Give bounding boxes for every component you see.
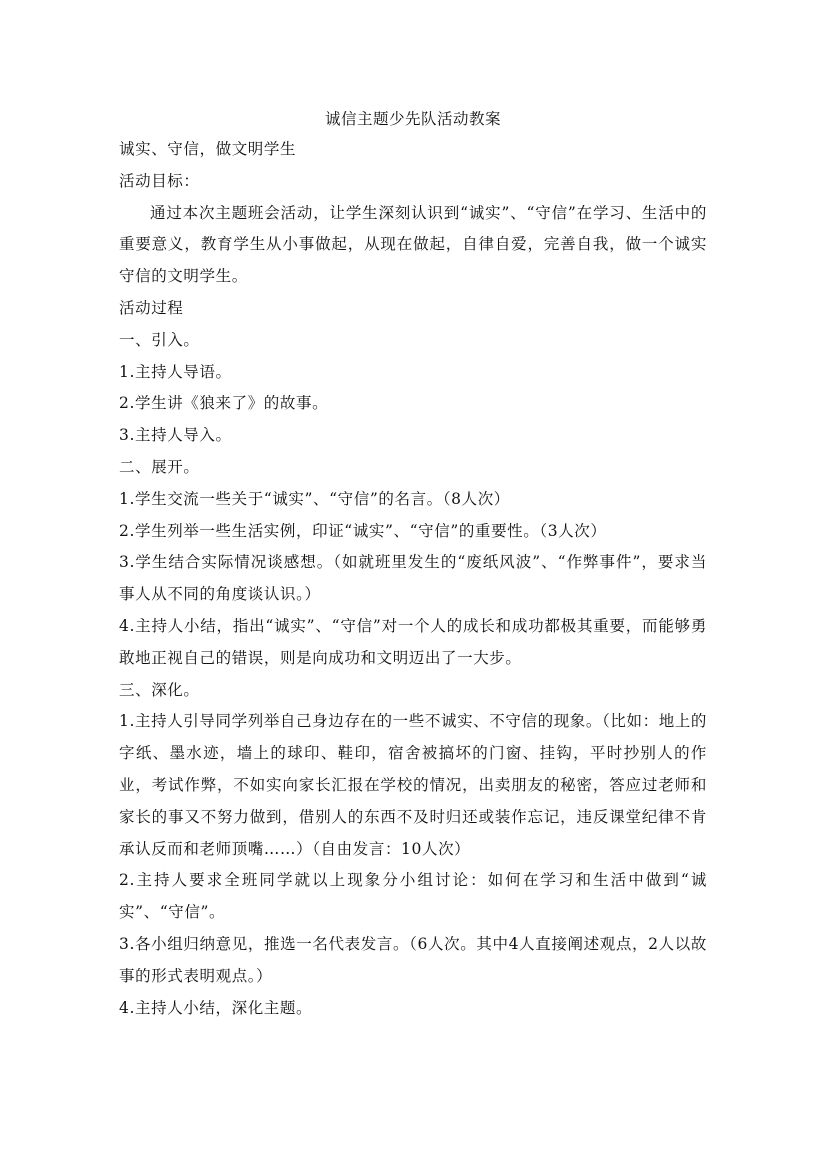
goal-paragraph: 通过本次主题班会活动，让学生深刻认识到“诚实”、“守信”在学习、生活中的重要意义，教育学生从小事做起，从现在做起，自律自爱，完善自我，做一个诚实守信的文明学生。 (119, 203, 707, 286)
document-body (119, 104, 707, 1024)
list-item: 2.主持人要求全班同学就以上现象分小组讨论：如何在学习和生活中做到“诚实”、“守信”。 (119, 871, 707, 922)
list-item: 3.学生结合实际情况谈感想。（如就班里发生的“废纸风波”、“作弊事件”，要求当事人从不同的角度谈认识。） (119, 553, 707, 604)
document-subtitle: 诚实、守信，做文明学生 (119, 140, 297, 158)
section-heading-intro: 一、引入。 (119, 330, 200, 349)
list-item: 1.主持人引导同学列举自己身边存在的一些不诚实、不守信的现象。（比如：地上的字纸、墨水迹，墙上的球印、鞋印，宿舍被搞坏的门窗、挂钩，平时抄别人的作业，考试作弊，不如实向家长汇报在学校的情况，出卖朋友的秘密，答应过老师和家长的事又不努力做到，借别人的东西不及时归还或装作忘记，违反课堂纪律不肯承认反而和老师顶嘴……）（自由发言：10人次） (119, 712, 707, 858)
list-item: 3.主持人导入。 (119, 426, 232, 445)
process-heading: 活动过程 (119, 298, 184, 317)
document-title: 诚信主题少先队活动教案 (324, 110, 501, 128)
list-item: 4.主持人小结，深化主题。 (119, 998, 313, 1017)
list-item: 4.主持人小结，指出“诚实”、“守信”对一个人的成长和成功都极其重要，而能够勇敢地正视自己的错误，则是向成功和文明迈出了一大步。 (119, 616, 707, 667)
list-item: 1.学生交流一些关于“诚实”、“守信”的名言。（8人次） (119, 489, 510, 508)
list-item: 2.学生列举一些生活实例，印证“诚实”、“守信”的重要性。（3人次） (119, 521, 607, 540)
list-item: 2.学生讲《狼来了》的故事。 (119, 394, 329, 413)
list-item: 1.主持人导语。 (119, 362, 232, 381)
section-heading-deepen: 三、深化。 (119, 680, 200, 699)
list-item: 3.各小组归纳意见，推选一名代表发言。（6人次。其中4人直接阐述观点，2人以故事的形式表明观点。） (119, 934, 707, 985)
section-heading-expand: 二、展开。 (119, 457, 200, 476)
goal-heading: 活动目标： (119, 171, 200, 190)
